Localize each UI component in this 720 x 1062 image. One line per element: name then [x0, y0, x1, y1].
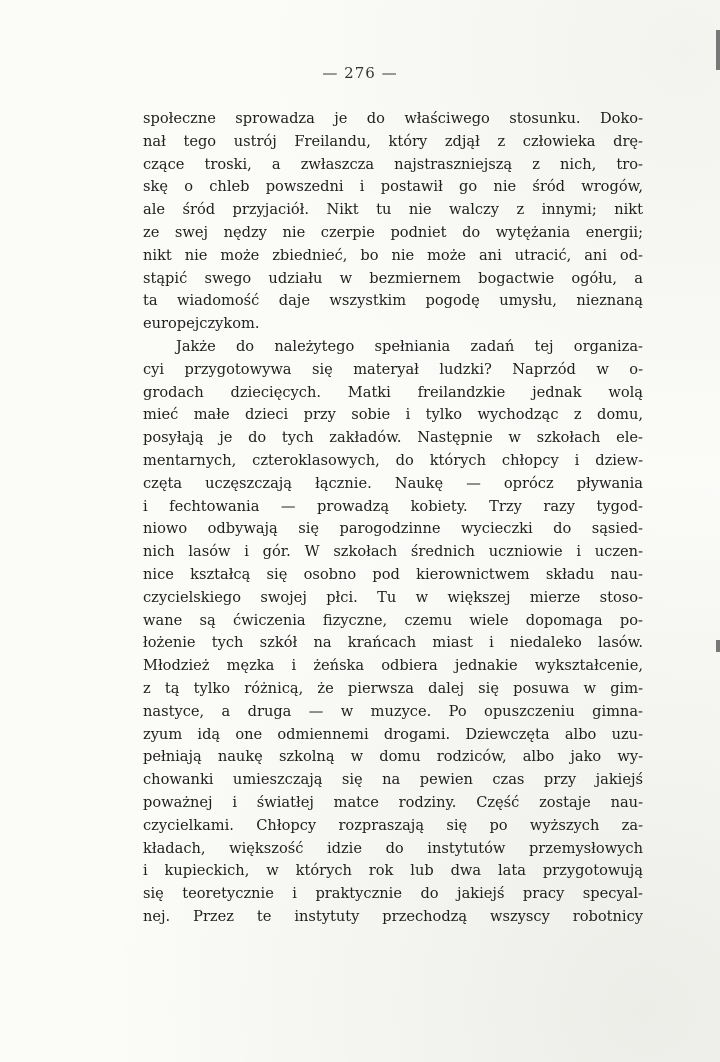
text-line: się teoretycznie i praktycznie do jakiejś pracy specyal-: [143, 885, 643, 903]
scan-edge-mark: [716, 640, 720, 652]
body-text: [143, 108, 643, 929]
text-line: pełniają naukę szkolną w domu rodziców, albo jako wy-: [143, 748, 643, 766]
text-line: skę o chleb powszedni i postawił go nie śród wrogów,: [143, 178, 643, 196]
text-line: wane są ćwiczenia fizyczne, czemu wiele dopomaga po-: [143, 611, 643, 629]
text-line: nastyce, a druga — w muzyce. Po opuszczeniu gimna-: [143, 702, 643, 720]
text-line: czycielskiego swojej płci. Tu w większej mierze stoso-: [143, 588, 643, 606]
text-line: czycielkami. Chłopcy rozpraszają się po wyższych za-: [143, 816, 643, 834]
text-line: społeczne sprowadza je do właściwego stosunku. Doko-: [143, 110, 643, 127]
text-line: kładach, większość idzie do instytutów przemysłowych: [143, 839, 643, 857]
text-line: Młodzież męzka i żeńska odbiera jednakie wykształcenie,: [143, 657, 643, 675]
text-line: ze swej nędzy nie czerpie podniet do wytężania energii;: [143, 223, 643, 241]
text-line: mieć małe dzieci przy sobie i tylko wychodząc z domu,: [143, 406, 643, 424]
text-line: stąpić swego udziału w bezmiernem bogactwie ogółu, a: [143, 269, 643, 287]
text-line: niowo odbywają się parogodzinne wycieczki do sąsied-: [143, 520, 643, 538]
text-line: Jakże do należytego spełniania zadań tej organiza-: [176, 337, 643, 355]
text-line: częta uczęszczają łącznie. Naukę — oprócz pływania: [143, 474, 643, 492]
text-line: mentarnych, czteroklasowych, do których chłopcy i dziew-: [143, 451, 643, 469]
text-line: posyłają je do tych zakładów. Następnie w szkołach ele-: [143, 429, 643, 447]
text-line: i kupieckich, w których rok lub dwa lata przygotowują: [143, 862, 643, 880]
text-line: ale śród przyjaciół. Nikt tu nie walczy z innymi; nikt: [143, 201, 643, 219]
text-line: z tą tylko różnicą, że pierwsza dalej się posuwa w gim-: [143, 679, 643, 697]
text-line: nał tego ustrój Freilandu, który zdjął z człowieka drę-: [143, 132, 643, 150]
text-line: chowanki umieszczają się na pewien czas przy jakiejś: [143, 771, 643, 789]
text-line: ta wiadomość daje wszystkim pogodę umysłu, nieznaną: [143, 292, 643, 310]
text-line: grodach dziecięcych. Matki freilandzkie jednak wolą: [143, 383, 643, 401]
text-line: i fechtowania — prowadzą kobiety. Trzy razy tygod-: [143, 497, 643, 515]
text-line: zyum idą one odmiennemi drogami. Dziewczęta albo uzu-: [143, 725, 643, 743]
paragraph-1: [143, 108, 643, 336]
text-line: nej. Przez te instytuty przechodzą wszyscy robotnicy: [143, 907, 643, 925]
text-line: cyi przygotowywa się materyał ludzki? Naprzód w o-: [143, 360, 643, 378]
text-line: łożenie tych szkół na krańcach miast i niedaleko lasów.: [143, 634, 643, 652]
text-line: nice kształcą się osobno pod kierownictwem składu nau-: [143, 565, 643, 583]
paragraph-2: [143, 336, 643, 929]
text-line: europejczykom.: [143, 315, 260, 333]
scan-edge-mark: [716, 30, 720, 70]
page-number: — 276 —: [322, 64, 398, 82]
text-line: czące troski, a zwłaszcza najstraszniejszą z nich, tro-: [143, 155, 643, 173]
text-line: nikt nie może zbiednieć, bo nie może ani utracić, ani od-: [143, 246, 643, 264]
text-line: poważnej i światłej matce rodziny. Część zostaje nau-: [143, 793, 643, 811]
text-line: nich lasów i gór. W szkołach średnich uczniowie i uczen-: [143, 543, 643, 561]
